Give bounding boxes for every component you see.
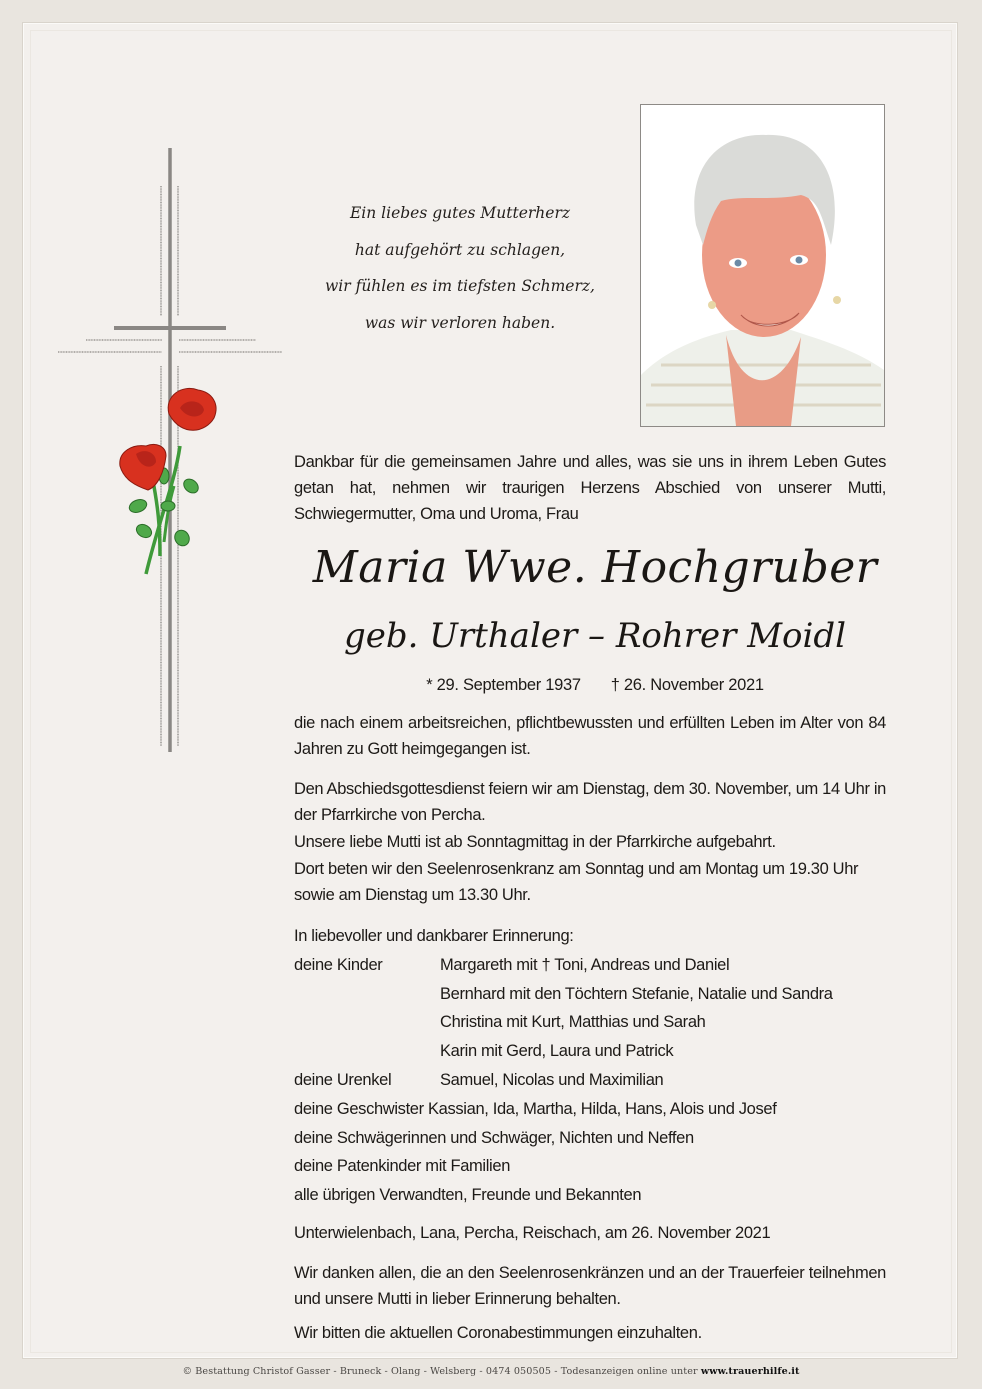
- poem-line: was wir verloren haben.: [364, 313, 556, 332]
- mourners-row: [294, 1037, 886, 1066]
- others-entry: alle übrigen Verwandten, Freunde und Bekannten: [294, 1186, 642, 1205]
- mourners-row: [294, 980, 886, 1009]
- siblings-entry: deine Geschwister Kassian, Ida, Martha, Hilda, Hans, Alois und Josef: [294, 1099, 777, 1118]
- mourners-row: [294, 951, 886, 980]
- intro-text: Dankbar für die gemeinsamen Jahre und alles, was sie uns in ihrem Leben Gutes getan hat, nehmen wir traurigen Herzens Abschied von unserer Mutti, Schwiegermutter, Oma und Uroma, Frau: [294, 453, 886, 523]
- birth-date: * 29. September 1937: [426, 676, 581, 694]
- service-paragraph: Dort beten wir den Seelenrosenkranz am Sonntag und am Montag um 19.30 Uhr sowie am Dienstag um 13.30 Uhr.: [294, 860, 859, 904]
- deceased-birth-name: geb. Urthaler – Rohrer Moidl: [343, 616, 847, 656]
- deceased-name: Maria Wwe. Hochgruber: [312, 542, 878, 593]
- footer-link[interactable]: www.trauerhilfe.it: [700, 1366, 800, 1377]
- godchildren-entry: deine Patenkinder mit Familien: [294, 1157, 511, 1176]
- children-entry: Karin mit Gerd, Laura und Patrick: [440, 1042, 674, 1061]
- roses-icon: [120, 388, 216, 574]
- children-label: deine Kinder: [294, 955, 383, 974]
- poem-line: wir fühlen es im tiefsten Schmerz,: [325, 277, 595, 295]
- age-text: die nach einem arbeitsreichen, pflichtbewussten und erfüllten Leben im Alter von 84 Jahren zu Gott heimgegangen ist.: [294, 714, 886, 758]
- death-date: † 26. November 2021: [610, 676, 764, 694]
- mourners-heading: In liebevoller und dankbarer Erinnerung:: [294, 927, 574, 945]
- poem: [300, 195, 620, 341]
- footer-text: © Bestattung Christof Gasser - Bruneck - Olang - Welsberg - 0474 050505 - Todesanzeigen online unter: [182, 1366, 701, 1377]
- mourners-row: [294, 1008, 886, 1037]
- great-grandchildren-label: deine Urenkel: [294, 1070, 392, 1089]
- service-info: [294, 776, 886, 909]
- service-paragraph: Den Abschiedsgottesdienst feiern wir am Dienstag, dem 30. November, um 14 Uhr in der Pfarrkirche von Percha.: [294, 780, 886, 824]
- cross-with-roses-icon: [56, 146, 284, 796]
- children-entry: Bernhard mit den Töchtern Stefanie, Natalie und Sandra: [440, 984, 833, 1003]
- mourners-row: [294, 1066, 886, 1095]
- mourners-list: [294, 922, 886, 1210]
- children-entry: Christina mit Kurt, Matthias und Sarah: [440, 1013, 706, 1032]
- footer: [0, 1361, 982, 1383]
- in-laws-entry: deine Schwägerinnen und Schwäger, Nichten und Neffen: [294, 1128, 694, 1147]
- life-dates: [280, 673, 910, 697]
- cross-icon: [58, 148, 282, 752]
- children-entry: Margareth mit † Toni, Andreas und Daniel: [440, 955, 730, 974]
- portrait-photo: [640, 104, 885, 427]
- poem-line: hat aufgehört zu schlagen,: [354, 240, 566, 259]
- poem-line: Ein liebes gutes Mutterherz: [349, 204, 571, 222]
- portrait-image: [641, 105, 884, 426]
- thanks-text: Wir danken allen, die an den Seelenrosenkränzen und an der Trauerfeier teilnehmen und unsere Mutti in lieber Erinnerung behalten.: [294, 1264, 886, 1308]
- service-paragraph: Unsere liebe Mutti ist ab Sonntagmittag in der Pfarrkirche aufgebahrt.: [294, 833, 776, 851]
- corona-notice: Wir bitten die aktuellen Coronabestimmungen einzuhalten.: [294, 1324, 702, 1342]
- great-grandchildren-entry: Samuel, Nicolas und Maximilian: [440, 1070, 664, 1089]
- place-date: Unterwielenbach, Lana, Percha, Reischach, am 26. November 2021: [294, 1224, 771, 1242]
